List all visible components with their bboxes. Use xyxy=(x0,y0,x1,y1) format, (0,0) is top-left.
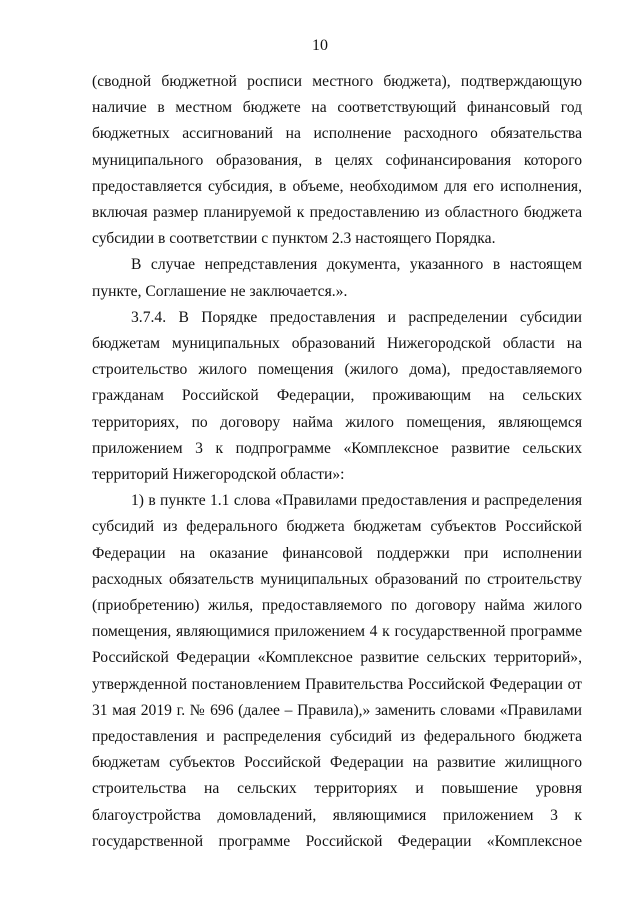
paragraph-item-1: 1) в пункте 1.1 слова «Правилами предоставления и распределения субсидий из федерального бюджета бюджетам субъектов Российской Федерации на оказание финансовой поддержки при исполнении расходных обязательств муниципальных образований по строительству (приобретению) жилья, предоставляемого по договору найма жилого помещения, являющимися приложением 4 к государственной программе Российской Федерации «Комплексное развитие сельских территорий», утвержденной постановлением Правительства Российской Федерации от 31 мая 2019 г. № 696 (далее – Правила),» заменить словами «Правилами предоставления и распределения субсидий из федерального бюджета бюджетам субъектов Российской Федерации на развитие жилищного строительства на сельских территориях и повышение уровня благоустройства домовладений, являющимися приложением 3 к государственной программе Российской Федерации «Комплексное xyxy=(92,492,582,850)
page-number: 10 xyxy=(312,37,328,54)
paragraph-continuation: (сводной бюджетной росписи местного бюджета), подтверждающую наличие в местном бюджете на соответствующий финансовый год бюджетных ассигнований на исполнение расходного обязательства муниципального образования, в целях софинансирования которого предоставляется субсидия, в объеме, необходимом для его исполнения, включая размер планируемой к предоставлению из областного бюджета субсидии в соответствии с пунктом 2.3 настоящего Порядка. xyxy=(92,73,582,248)
document-body xyxy=(92,69,582,855)
paragraph-3-7-4: 3.7.4. В Порядке предоставления и распределении субсидии бюджетам муниципальных образований Нижегородской области на строительство жилого помещения (жилого дома), предоставляемого гражданам Российской Федерации, проживающим на сельских территориях, по договору найма жилого помещения, являющемся приложением 3 к подпрограмме «Комплексное развитие сельских территорий Нижегородской области»: xyxy=(92,308,582,484)
paragraph-non-submission: В случае непредставления документа, указанного в настоящем пункте, Соглашение не заключается.». xyxy=(92,256,582,300)
